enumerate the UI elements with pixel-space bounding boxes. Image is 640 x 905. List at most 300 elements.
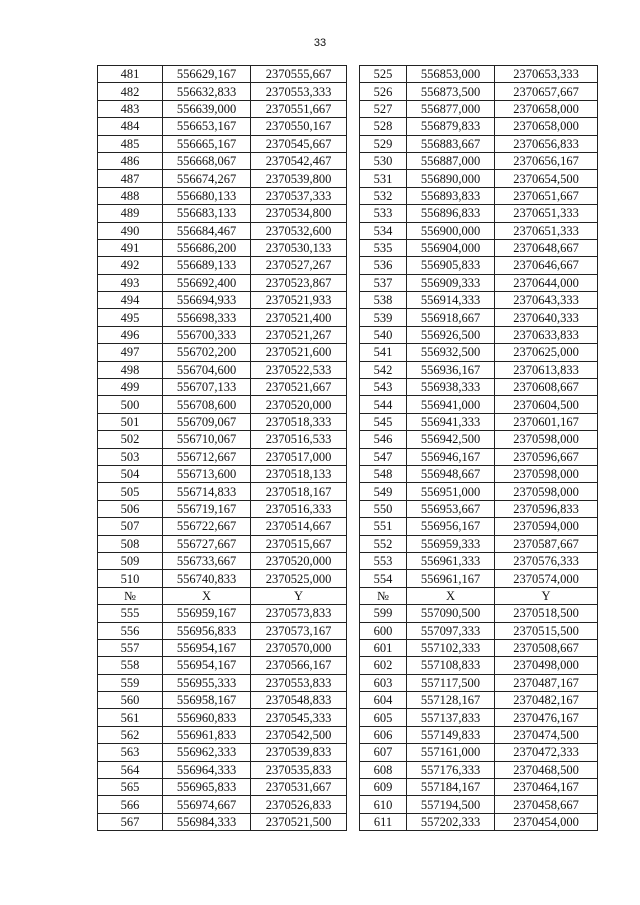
point-number-cell: 563 bbox=[98, 744, 163, 761]
x-coordinate-cell: 556629,167 bbox=[163, 66, 251, 83]
table-row bbox=[360, 344, 598, 361]
y-coordinate-cell: 2370596,667 bbox=[495, 448, 598, 465]
point-number-cell: 565 bbox=[98, 779, 163, 796]
point-number-cell: 605 bbox=[360, 709, 407, 726]
point-number-cell: 490 bbox=[98, 222, 163, 239]
table-row bbox=[360, 118, 598, 135]
y-coordinate-cell: 2370537,333 bbox=[251, 187, 347, 204]
y-coordinate-cell: 2370545,667 bbox=[251, 135, 347, 152]
y-coordinate-cell: 2370454,000 bbox=[495, 813, 598, 830]
table-row bbox=[360, 361, 598, 378]
table-row bbox=[360, 170, 598, 187]
table-row bbox=[360, 448, 598, 465]
table-row bbox=[98, 726, 347, 743]
y-coordinate-cell: 2370596,833 bbox=[495, 500, 598, 517]
x-coordinate-cell: 557202,333 bbox=[407, 813, 495, 830]
point-number-cell: 543 bbox=[360, 379, 407, 396]
y-coordinate-cell: 2370656,167 bbox=[495, 152, 598, 169]
table-row bbox=[360, 187, 598, 204]
x-coordinate-cell: 556727,667 bbox=[163, 535, 251, 552]
point-number-cell: 504 bbox=[98, 465, 163, 482]
table-row bbox=[360, 326, 598, 343]
point-number-cell: 542 bbox=[360, 361, 407, 378]
y-coordinate-cell: 2370482,167 bbox=[495, 692, 598, 709]
x-coordinate-cell: 556941,333 bbox=[407, 413, 495, 430]
point-number-cell: 567 bbox=[98, 813, 163, 830]
table-row bbox=[360, 779, 598, 796]
table-row bbox=[360, 396, 598, 413]
y-coordinate-cell: 2370648,667 bbox=[495, 239, 598, 256]
point-number-cell: 549 bbox=[360, 483, 407, 500]
y-coordinate-cell: 2370651,667 bbox=[495, 187, 598, 204]
table-row bbox=[98, 483, 347, 500]
y-coordinate-cell: 2370508,667 bbox=[495, 639, 598, 656]
point-number-cell: 602 bbox=[360, 657, 407, 674]
table-row bbox=[98, 326, 347, 343]
y-coordinate-cell: 2370487,167 bbox=[495, 674, 598, 691]
y-coordinate-cell: 2370608,667 bbox=[495, 379, 598, 396]
table-row bbox=[98, 779, 347, 796]
y-coordinate-cell: 2370633,833 bbox=[495, 326, 598, 343]
table-row bbox=[98, 170, 347, 187]
table-row bbox=[98, 135, 347, 152]
y-coordinate-cell: 2370594,000 bbox=[495, 518, 598, 535]
y-coordinate-cell: 2370555,667 bbox=[251, 66, 347, 83]
table-row bbox=[360, 761, 598, 778]
point-number-cell: 486 bbox=[98, 152, 163, 169]
point-number-cell: 535 bbox=[360, 239, 407, 256]
point-number-cell: 559 bbox=[98, 674, 163, 691]
point-number-cell: 603 bbox=[360, 674, 407, 691]
x-coordinate-cell: 556965,833 bbox=[163, 779, 251, 796]
x-coordinate-cell: 556905,833 bbox=[407, 257, 495, 274]
point-number-cell: 496 bbox=[98, 326, 163, 343]
x-coordinate-cell: 556680,133 bbox=[163, 187, 251, 204]
table-row bbox=[98, 379, 347, 396]
point-number-cell: 534 bbox=[360, 222, 407, 239]
table-row bbox=[360, 135, 598, 152]
x-coordinate-cell: 556964,333 bbox=[163, 761, 251, 778]
y-coordinate-cell: 2370604,500 bbox=[495, 396, 598, 413]
x-coordinate-cell: 556653,167 bbox=[163, 118, 251, 135]
point-number-cell: 560 bbox=[98, 692, 163, 709]
x-coordinate-cell: 556954,167 bbox=[163, 639, 251, 656]
table-row bbox=[98, 518, 347, 535]
x-coordinate-cell: 556708,600 bbox=[163, 396, 251, 413]
x-coordinate-cell: 557161,000 bbox=[407, 744, 495, 761]
x-coordinate-cell: 556909,333 bbox=[407, 274, 495, 291]
x-coordinate-cell: 556674,267 bbox=[163, 170, 251, 187]
table-row bbox=[360, 431, 598, 448]
point-number-cell: 532 bbox=[360, 187, 407, 204]
x-coordinate-cell: 556709,067 bbox=[163, 413, 251, 430]
x-coordinate-cell: 556710,067 bbox=[163, 431, 251, 448]
x-coordinate-cell: 556926,500 bbox=[407, 326, 495, 343]
x-coordinate-cell: 556955,333 bbox=[163, 674, 251, 691]
y-coordinate-cell: 2370476,167 bbox=[495, 709, 598, 726]
point-number-cell: 551 bbox=[360, 518, 407, 535]
y-coordinate-cell: 2370464,167 bbox=[495, 779, 598, 796]
point-number-cell: 484 bbox=[98, 118, 163, 135]
y-coordinate-cell: 2370534,800 bbox=[251, 205, 347, 222]
y-coordinate-cell: 2370521,400 bbox=[251, 309, 347, 326]
table-row bbox=[360, 622, 598, 639]
y-coordinate-cell: 2370598,000 bbox=[495, 431, 598, 448]
point-number-cell: 501 bbox=[98, 413, 163, 430]
table-row bbox=[98, 570, 347, 587]
point-number-cell: 495 bbox=[98, 309, 163, 326]
table-row bbox=[360, 239, 598, 256]
point-number-cell: 497 bbox=[98, 344, 163, 361]
table-row bbox=[360, 222, 598, 239]
x-coordinate-cell: 556668,067 bbox=[163, 152, 251, 169]
point-number-cell: 545 bbox=[360, 413, 407, 430]
table-row bbox=[98, 796, 347, 813]
x-column-header: X bbox=[163, 587, 251, 604]
table-row bbox=[98, 709, 347, 726]
x-coordinate-cell: 556853,000 bbox=[407, 66, 495, 83]
y-coordinate-cell: 2370532,600 bbox=[251, 222, 347, 239]
y-coordinate-cell: 2370658,000 bbox=[495, 118, 598, 135]
point-number-cell: 557 bbox=[98, 639, 163, 656]
point-number-cell: 505 bbox=[98, 483, 163, 500]
y-coordinate-cell: 2370613,833 bbox=[495, 361, 598, 378]
x-coordinate-cell: 557102,333 bbox=[407, 639, 495, 656]
x-coordinate-cell: 556719,167 bbox=[163, 500, 251, 517]
x-coordinate-cell: 556961,167 bbox=[407, 570, 495, 587]
y-coordinate-cell: 2370598,000 bbox=[495, 465, 598, 482]
coordinates-table-left bbox=[97, 65, 347, 831]
point-number-cell: 483 bbox=[98, 100, 163, 117]
table-row bbox=[98, 361, 347, 378]
y-coordinate-cell: 2370521,600 bbox=[251, 344, 347, 361]
y-coordinate-cell: 2370566,167 bbox=[251, 657, 347, 674]
table-row bbox=[360, 309, 598, 326]
x-coordinate-cell: 556890,000 bbox=[407, 170, 495, 187]
table-row bbox=[98, 344, 347, 361]
y-coordinate-cell: 2370523,867 bbox=[251, 274, 347, 291]
table-row bbox=[360, 709, 598, 726]
y-coordinate-cell: 2370531,667 bbox=[251, 779, 347, 796]
point-number-cell: 564 bbox=[98, 761, 163, 778]
y-coordinate-cell: 2370527,267 bbox=[251, 257, 347, 274]
y-coordinate-cell: 2370646,667 bbox=[495, 257, 598, 274]
x-coordinate-cell: 556953,667 bbox=[407, 500, 495, 517]
x-coordinate-cell: 556932,500 bbox=[407, 344, 495, 361]
table-row bbox=[360, 100, 598, 117]
x-coordinate-cell: 556962,333 bbox=[163, 744, 251, 761]
y-coordinate-cell: 2370573,833 bbox=[251, 605, 347, 622]
y-coordinate-cell: 2370601,167 bbox=[495, 413, 598, 430]
point-number-cell: 558 bbox=[98, 657, 163, 674]
coordinates-table-right bbox=[359, 65, 598, 831]
x-coordinate-cell: 556918,667 bbox=[407, 309, 495, 326]
point-number-cell: 482 bbox=[98, 83, 163, 100]
point-number-cell: 503 bbox=[98, 448, 163, 465]
y-coordinate-cell: 2370518,167 bbox=[251, 483, 347, 500]
x-coordinate-cell: 556974,667 bbox=[163, 796, 251, 813]
table-row bbox=[98, 692, 347, 709]
table-row bbox=[360, 274, 598, 291]
table-row bbox=[360, 83, 598, 100]
x-coordinate-cell: 556914,333 bbox=[407, 292, 495, 309]
x-coordinate-cell: 556879,833 bbox=[407, 118, 495, 135]
y-coordinate-cell: 2370658,000 bbox=[495, 100, 598, 117]
x-coordinate-cell: 556713,600 bbox=[163, 465, 251, 482]
x-coordinate-cell: 556958,167 bbox=[163, 692, 251, 709]
table-header-row bbox=[98, 587, 347, 604]
x-coordinate-cell: 556694,933 bbox=[163, 292, 251, 309]
point-number-cell: 526 bbox=[360, 83, 407, 100]
table-row bbox=[98, 152, 347, 169]
point-number-cell: 493 bbox=[98, 274, 163, 291]
point-number-cell: 544 bbox=[360, 396, 407, 413]
table-row bbox=[360, 657, 598, 674]
point-number-cell: 604 bbox=[360, 692, 407, 709]
point-number-cell: 556 bbox=[98, 622, 163, 639]
point-number-cell: 508 bbox=[98, 535, 163, 552]
y-coordinate-cell: 2370525,000 bbox=[251, 570, 347, 587]
table-row bbox=[98, 187, 347, 204]
table-row bbox=[98, 500, 347, 517]
point-number-cell: 546 bbox=[360, 431, 407, 448]
point-number-cell: 537 bbox=[360, 274, 407, 291]
table-row bbox=[98, 413, 347, 430]
point-number-cell: 531 bbox=[360, 170, 407, 187]
y-coordinate-cell: 2370526,833 bbox=[251, 796, 347, 813]
point-number-cell: 487 bbox=[98, 170, 163, 187]
table-row bbox=[360, 483, 598, 500]
x-coordinate-cell: 556956,833 bbox=[163, 622, 251, 639]
table-row bbox=[98, 257, 347, 274]
table-row bbox=[360, 796, 598, 813]
point-number-cell: 607 bbox=[360, 744, 407, 761]
y-coordinate-cell: 2370539,800 bbox=[251, 170, 347, 187]
table-row bbox=[98, 66, 347, 83]
point-number-cell: 525 bbox=[360, 66, 407, 83]
point-number-cell: 530 bbox=[360, 152, 407, 169]
x-coordinate-cell: 556733,667 bbox=[163, 552, 251, 569]
y-coordinate-cell: 2370551,667 bbox=[251, 100, 347, 117]
coordinate-tables bbox=[97, 65, 597, 840]
y-coordinate-cell: 2370539,833 bbox=[251, 744, 347, 761]
table-row bbox=[98, 813, 347, 830]
x-coordinate-cell: 556900,000 bbox=[407, 222, 495, 239]
table-row bbox=[360, 744, 598, 761]
x-coordinate-cell: 556877,000 bbox=[407, 100, 495, 117]
table-row bbox=[360, 257, 598, 274]
y-column-header: Y bbox=[495, 587, 598, 604]
x-coordinate-cell: 556714,833 bbox=[163, 483, 251, 500]
y-coordinate-cell: 2370553,833 bbox=[251, 674, 347, 691]
point-number-cell: 540 bbox=[360, 326, 407, 343]
x-coordinate-cell: 557090,500 bbox=[407, 605, 495, 622]
table-row bbox=[360, 152, 598, 169]
x-coordinate-cell: 557097,333 bbox=[407, 622, 495, 639]
point-number-cell: 553 bbox=[360, 552, 407, 569]
y-coordinate-cell: 2370643,333 bbox=[495, 292, 598, 309]
x-coordinate-cell: 556941,000 bbox=[407, 396, 495, 413]
y-coordinate-cell: 2370530,133 bbox=[251, 239, 347, 256]
x-coordinate-cell: 556689,133 bbox=[163, 257, 251, 274]
y-coordinate-cell: 2370515,500 bbox=[495, 622, 598, 639]
x-coordinate-cell: 557117,500 bbox=[407, 674, 495, 691]
y-coordinate-cell: 2370598,000 bbox=[495, 483, 598, 500]
x-coordinate-cell: 557128,167 bbox=[407, 692, 495, 709]
table-row bbox=[98, 761, 347, 778]
x-coordinate-cell: 556740,833 bbox=[163, 570, 251, 587]
x-coordinate-cell: 556961,333 bbox=[407, 552, 495, 569]
point-number-cell: 494 bbox=[98, 292, 163, 309]
table-row bbox=[360, 639, 598, 656]
table-row bbox=[360, 66, 598, 83]
table-row bbox=[98, 83, 347, 100]
table-row bbox=[98, 205, 347, 222]
point-number-cell: 492 bbox=[98, 257, 163, 274]
number-column-header: № bbox=[360, 587, 407, 604]
y-coordinate-cell: 2370520,000 bbox=[251, 552, 347, 569]
point-number-cell: 562 bbox=[98, 726, 163, 743]
table-row bbox=[360, 552, 598, 569]
x-coordinate-cell: 557184,167 bbox=[407, 779, 495, 796]
x-coordinate-cell: 556896,833 bbox=[407, 205, 495, 222]
table-row bbox=[98, 309, 347, 326]
table-row bbox=[360, 813, 598, 830]
point-number-cell: 533 bbox=[360, 205, 407, 222]
x-coordinate-cell: 556683,133 bbox=[163, 205, 251, 222]
y-coordinate-cell: 2370573,167 bbox=[251, 622, 347, 639]
page-number: 33 bbox=[313, 37, 327, 49]
point-number-cell: 529 bbox=[360, 135, 407, 152]
table-row bbox=[360, 674, 598, 691]
x-coordinate-cell: 556956,167 bbox=[407, 518, 495, 535]
y-coordinate-cell: 2370474,500 bbox=[495, 726, 598, 743]
y-coordinate-cell: 2370518,133 bbox=[251, 465, 347, 482]
point-number-cell: 600 bbox=[360, 622, 407, 639]
y-coordinate-cell: 2370657,667 bbox=[495, 83, 598, 100]
x-coordinate-cell: 556959,167 bbox=[163, 605, 251, 622]
y-coordinate-cell: 2370553,333 bbox=[251, 83, 347, 100]
point-number-cell: 502 bbox=[98, 431, 163, 448]
point-number-cell: 611 bbox=[360, 813, 407, 830]
table-row bbox=[360, 605, 598, 622]
x-coordinate-cell: 556942,500 bbox=[407, 431, 495, 448]
point-number-cell: 538 bbox=[360, 292, 407, 309]
x-coordinate-cell: 556893,833 bbox=[407, 187, 495, 204]
y-coordinate-cell: 2370515,667 bbox=[251, 535, 347, 552]
y-coordinate-cell: 2370521,933 bbox=[251, 292, 347, 309]
y-coordinate-cell: 2370518,500 bbox=[495, 605, 598, 622]
x-coordinate-cell: 556712,667 bbox=[163, 448, 251, 465]
y-coordinate-cell: 2370542,467 bbox=[251, 152, 347, 169]
y-coordinate-cell: 2370550,167 bbox=[251, 118, 347, 135]
x-coordinate-cell: 556984,333 bbox=[163, 813, 251, 830]
y-coordinate-cell: 2370625,000 bbox=[495, 344, 598, 361]
point-number-cell: 510 bbox=[98, 570, 163, 587]
x-coordinate-cell: 557108,833 bbox=[407, 657, 495, 674]
table-row bbox=[98, 552, 347, 569]
x-coordinate-cell: 557149,833 bbox=[407, 726, 495, 743]
point-number-cell: 541 bbox=[360, 344, 407, 361]
y-coordinate-cell: 2370521,267 bbox=[251, 326, 347, 343]
table-row bbox=[98, 448, 347, 465]
table-row bbox=[98, 118, 347, 135]
point-number-cell: 488 bbox=[98, 187, 163, 204]
x-coordinate-cell: 556946,167 bbox=[407, 448, 495, 465]
y-coordinate-cell: 2370514,667 bbox=[251, 518, 347, 535]
point-number-cell: 506 bbox=[98, 500, 163, 517]
y-coordinate-cell: 2370651,333 bbox=[495, 222, 598, 239]
y-coordinate-cell: 2370516,533 bbox=[251, 431, 347, 448]
table-row bbox=[360, 535, 598, 552]
point-number-cell: 491 bbox=[98, 239, 163, 256]
y-coordinate-cell: 2370518,333 bbox=[251, 413, 347, 430]
y-coordinate-cell: 2370640,333 bbox=[495, 309, 598, 326]
y-column-header: Y bbox=[251, 587, 347, 604]
point-number-cell: 552 bbox=[360, 535, 407, 552]
y-coordinate-cell: 2370516,333 bbox=[251, 500, 347, 517]
y-coordinate-cell: 2370521,500 bbox=[251, 813, 347, 830]
table-row bbox=[360, 518, 598, 535]
point-number-cell: 527 bbox=[360, 100, 407, 117]
y-coordinate-cell: 2370644,000 bbox=[495, 274, 598, 291]
table-row bbox=[98, 657, 347, 674]
table-row bbox=[360, 379, 598, 396]
x-coordinate-cell: 556722,667 bbox=[163, 518, 251, 535]
table-row bbox=[98, 605, 347, 622]
x-coordinate-cell: 556665,167 bbox=[163, 135, 251, 152]
point-number-cell: 509 bbox=[98, 552, 163, 569]
y-coordinate-cell: 2370570,000 bbox=[251, 639, 347, 656]
table-row bbox=[360, 205, 598, 222]
table-row bbox=[98, 639, 347, 656]
table-row bbox=[98, 622, 347, 639]
x-coordinate-cell: 557176,333 bbox=[407, 761, 495, 778]
y-coordinate-cell: 2370535,833 bbox=[251, 761, 347, 778]
y-coordinate-cell: 2370545,333 bbox=[251, 709, 347, 726]
number-column-header: № bbox=[98, 587, 163, 604]
point-number-cell: 481 bbox=[98, 66, 163, 83]
x-coordinate-cell: 556700,333 bbox=[163, 326, 251, 343]
x-coordinate-cell: 556951,000 bbox=[407, 483, 495, 500]
point-number-cell: 547 bbox=[360, 448, 407, 465]
point-number-cell: 489 bbox=[98, 205, 163, 222]
y-coordinate-cell: 2370548,833 bbox=[251, 692, 347, 709]
x-coordinate-cell: 556961,833 bbox=[163, 726, 251, 743]
x-coordinate-cell: 557194,500 bbox=[407, 796, 495, 813]
point-number-cell: 554 bbox=[360, 570, 407, 587]
y-coordinate-cell: 2370654,500 bbox=[495, 170, 598, 187]
table-row bbox=[98, 431, 347, 448]
table-row bbox=[98, 535, 347, 552]
y-coordinate-cell: 2370653,333 bbox=[495, 66, 598, 83]
y-coordinate-cell: 2370574,000 bbox=[495, 570, 598, 587]
x-coordinate-cell: 556632,833 bbox=[163, 83, 251, 100]
point-number-cell: 507 bbox=[98, 518, 163, 535]
y-coordinate-cell: 2370587,667 bbox=[495, 535, 598, 552]
x-coordinate-cell: 556707,133 bbox=[163, 379, 251, 396]
table-row bbox=[98, 744, 347, 761]
y-coordinate-cell: 2370656,833 bbox=[495, 135, 598, 152]
point-number-cell: 536 bbox=[360, 257, 407, 274]
table-row bbox=[360, 413, 598, 430]
x-coordinate-cell: 556960,833 bbox=[163, 709, 251, 726]
table-header-row bbox=[360, 587, 598, 604]
y-coordinate-cell: 2370576,333 bbox=[495, 552, 598, 569]
point-number-cell: 500 bbox=[98, 396, 163, 413]
x-coordinate-cell: 556873,500 bbox=[407, 83, 495, 100]
x-coordinate-cell: 556702,200 bbox=[163, 344, 251, 361]
